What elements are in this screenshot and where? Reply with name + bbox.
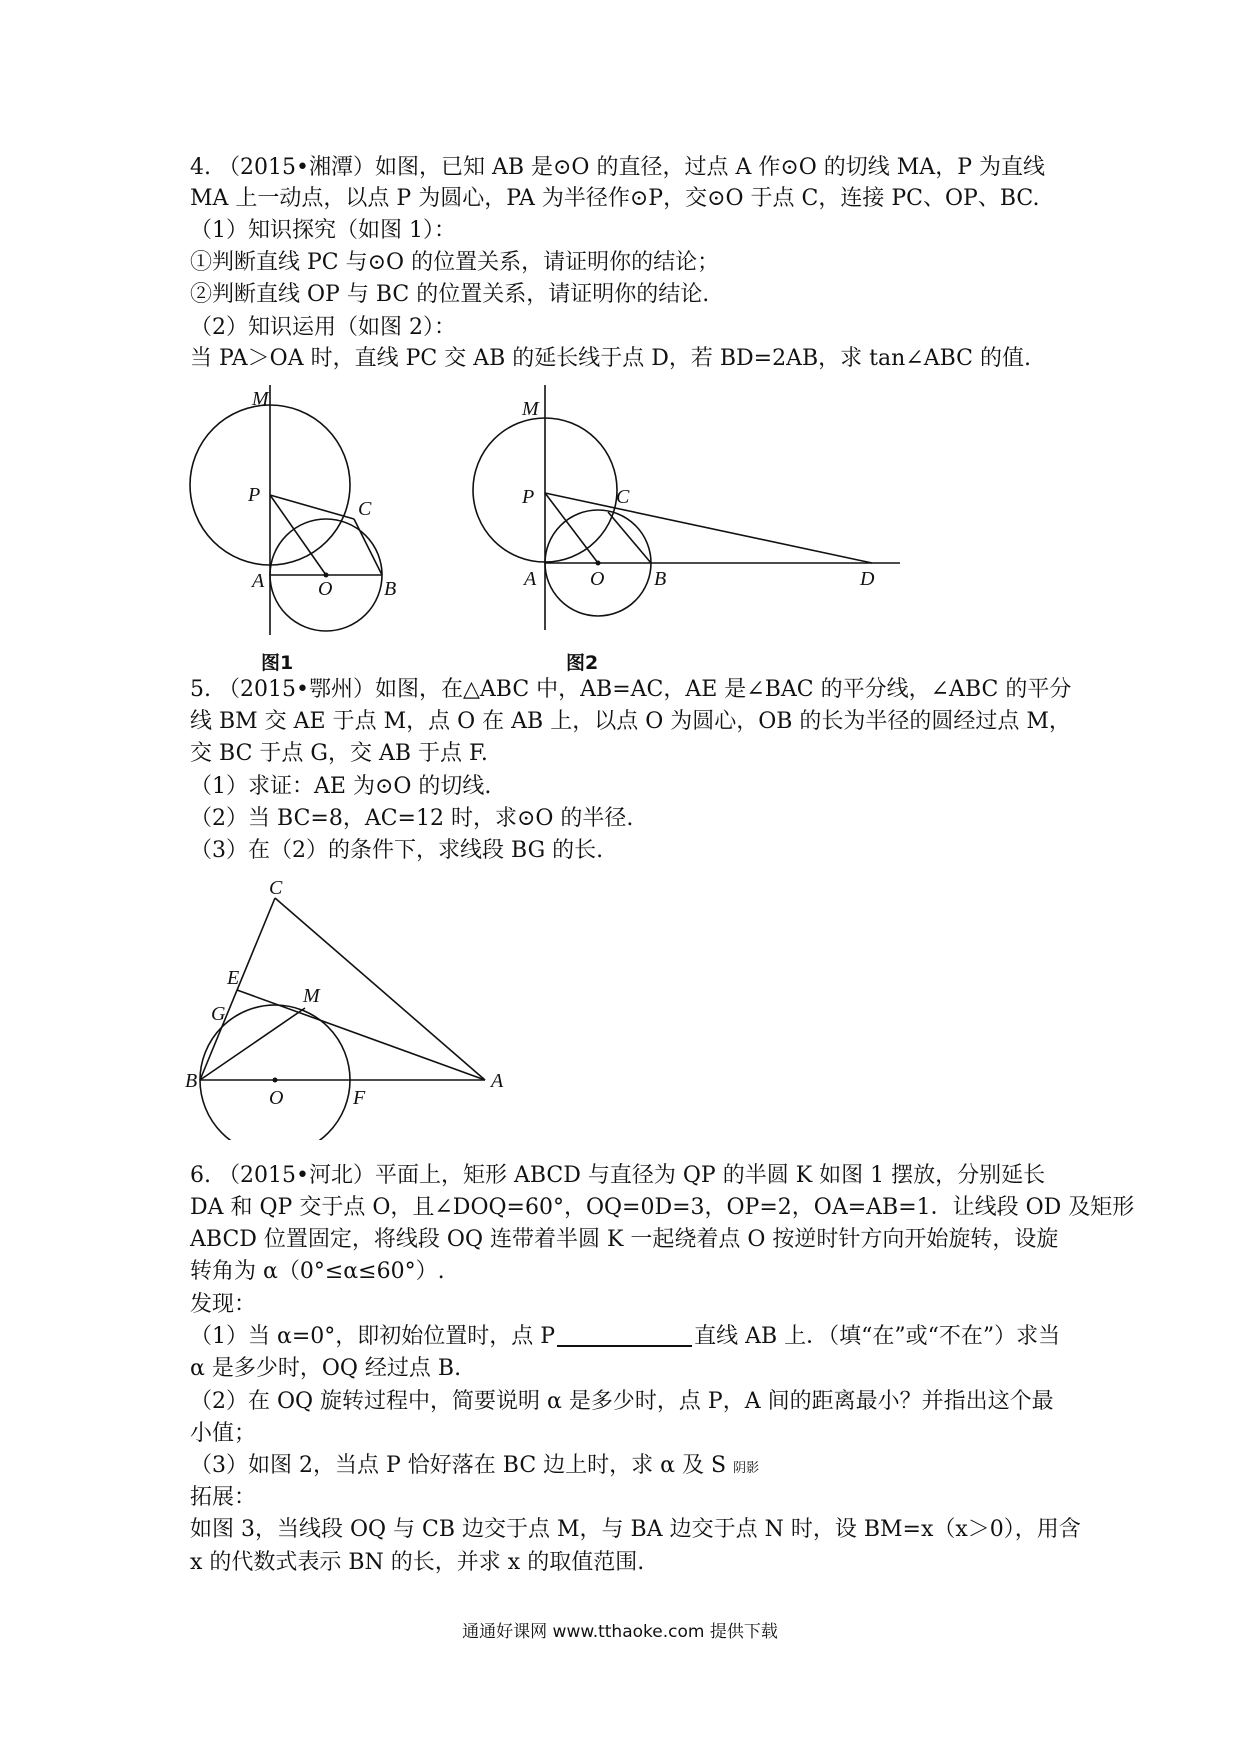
q4-line-4: ①判断直线 PC 与⊙O 的位置关系，请证明你的结论； [190,250,720,275]
q6-line-4: 转角为 α（0°≤α≤60°）. [190,1259,445,1284]
q6-line-10-subscript: 阴影 [733,1461,760,1476]
fig3-label-e: E [227,967,240,989]
fig2-label-d: D [860,568,875,590]
answer-blank [557,1323,692,1347]
q6-line-11: 拓展： [190,1485,257,1510]
fig1-label-b: B [384,578,397,600]
q5-figure [185,880,525,1140]
fig1-caption: 图1 [261,652,294,674]
q4-line-5: ②判断直线 OP 与 BC 的位置关系，请证明你的结论. [190,282,710,307]
fig1-label-c: C [358,498,372,520]
q6-line-13: x 的代数式表示 BN 的长，并求 x 的取值范围. [190,1550,645,1575]
fig1-label-p: P [248,484,261,506]
fig3-label-f: F [353,1087,366,1109]
fig3-label-a: A [491,1070,504,1092]
fig3-label-o: O [269,1087,284,1109]
q5-line-5: （2）当 BC=8，AC=12 时，求⊙O 的半径. [190,806,634,831]
q5-line-4: （1）求证：AE 为⊙O 的切线. [190,774,492,799]
fig3-label-b: B [185,1070,198,1092]
q6-line-12: 如图 3，当线段 OQ 与 CB 边交于点 M，与 BA 边交于点 N 时，设 BM=x（x＞0），用含 [190,1517,1081,1542]
q5-line-6: （3）在（2）的条件下，求线段 BG 的长. [190,838,604,863]
q5-line-2: 线 BM 交 AE 于点 M，点 O 在 AB 上，以点 O 为圆心，OB 的长为半径的圆经过点 M， [190,709,1071,734]
fig2-label-o: O [590,568,605,590]
q6-line-3: ABCD 位置固定，将线段 OQ 连带着半圆 K 一起绕着点 O 按逆时针方向开始旋转，设旋 [190,1227,1059,1252]
q6-line-2: DA 和 QP 交于点 O，且∠DOQ=60°，OQ=0D=3，OP=2，OA=AB=1．让线段 OD 及矩形 [190,1195,1135,1220]
fig2-caption: 图2 [566,652,599,674]
q6-line-10-text: （3）如图 2，当点 P 恰好落在 BC 边上时，求 α 及 S [190,1453,727,1478]
fig2-label-a: A [524,568,537,590]
q4-figure-2 [460,385,910,645]
fig1-label-m: M [252,388,269,410]
fig2-label-p: P [522,486,535,508]
q4-line-6: （2）知识运用（如图 2）： [190,315,456,340]
fig1-label-o: O [318,578,333,600]
q6-line-9: 小值； [190,1421,257,1446]
fig2-label-c: C [616,486,630,508]
q4-line-1: 4. （2015•湘潭）如图，已知 AB 是⊙O 的直径，过点 A 作⊙O 的切线 MA，P 为直线 [190,155,1045,180]
q4-figure-1 [180,385,410,645]
q4-line-7: 当 PA＞OA 时，直线 PC 交 AB 的延长线于点 D，若 BD=2AB，求 tan∠ABC 的值. [190,346,1031,371]
q5-line-1: 5. （2015•鄂州）如图，在△ABC 中，AB=AC，AE 是∠BAC 的平分线，∠ABC 的平分 [190,677,1072,702]
q6-line-8: （2）在 OQ 旋转过程中，简要说明 α 是多少时，点 P，A 间的距离最小？并指出这个最 [190,1389,1054,1414]
q6-line-1: 6. （2015•河北）平面上，矩形 ABCD 与直径为 QP 的半圆 K 如图 1 摆放，分别延长 [190,1163,1046,1188]
q6-line-6 [190,1322,1060,1352]
q6-line-6-start: （1）当 α=0°，即初始位置时，点 P [190,1324,556,1349]
fig1-label-a: A [252,570,265,592]
fig3-label-m: M [303,985,320,1007]
q6-line-6-end: 直线 AB 上．（填“在”或“不在”）求当 [694,1324,1061,1349]
q4-line-3: （1）知识探究（如图 1）： [190,218,456,243]
q6-line-7: α 是多少时，OQ 经过点 B. [190,1356,462,1381]
fig2-label-m: M [522,398,539,420]
q6-line-5: 发现： [190,1292,257,1317]
q5-line-3: 交 BC 于点 G，交 AB 于点 F. [190,741,488,766]
q4-line-2: MA 上一动点，以点 P 为圆心，PA 为半径作⊙P，交⊙O 于点 C，连接 PC、OP、BC. [190,186,1040,211]
q6-line-10 [190,1451,759,1484]
fig3-label-c: C [269,880,283,899]
fig2-label-b: B [654,568,667,590]
page-footer: 通通好课网 www.tthaoke.com 提供下载 [462,1622,778,1642]
fig3-label-g: G [211,1003,226,1025]
